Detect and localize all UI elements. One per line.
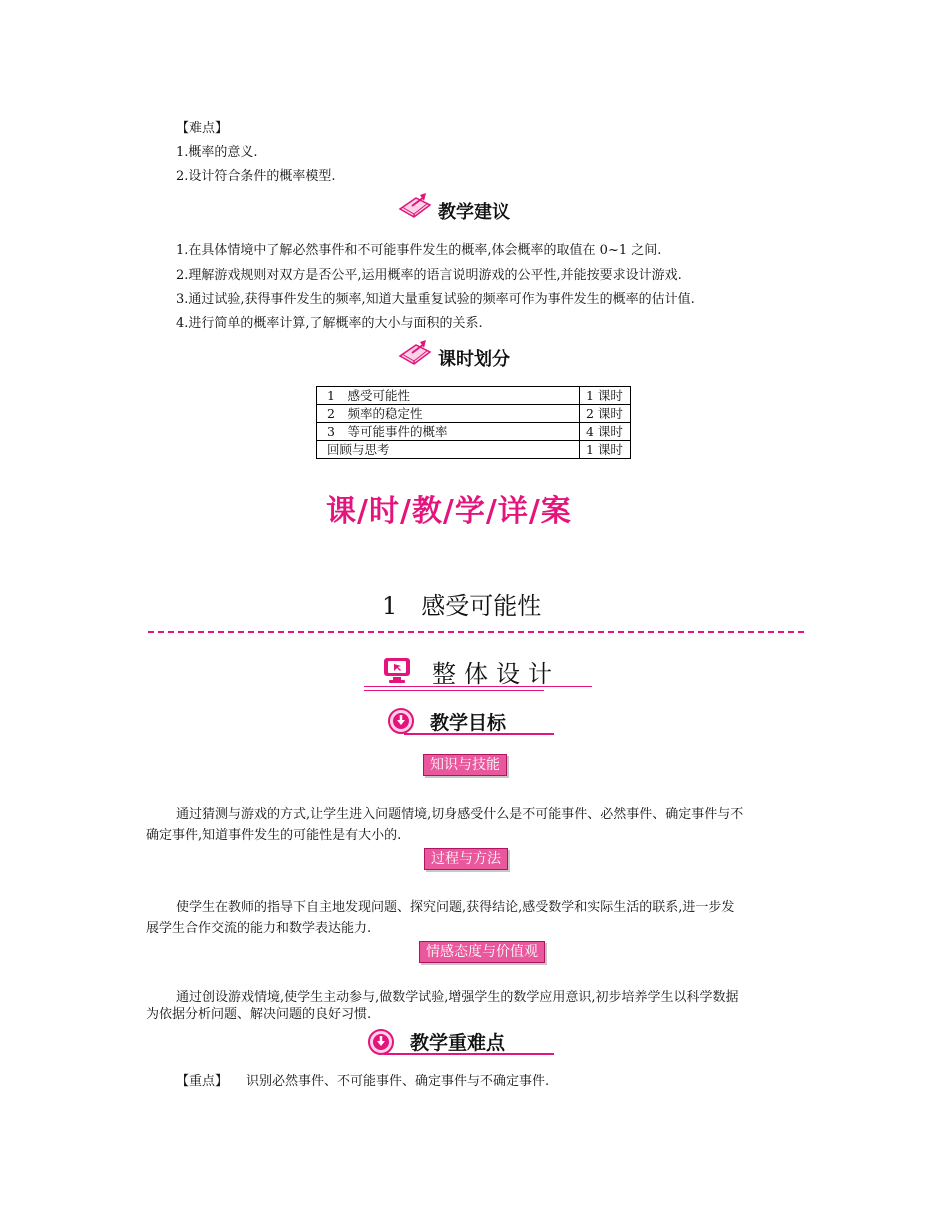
key-difficult-underline [384,1053,554,1055]
overall-design-underline [364,686,592,687]
knowledge-skills-label: 知识与技能 [423,754,507,776]
objectives-underline [404,733,554,735]
key-point-text: 识别必然事件、不可能事件、确定事件与不确定事件. [246,1074,550,1089]
overall-design-title: 整体设计 [432,660,560,688]
lesson-hours: 4 课时 [580,423,631,441]
emotion-text-line: 为依据分析问题、解决问题的良好习惯. [146,1007,372,1022]
key-point-label: 【重点】 [176,1074,229,1089]
key-difficult-title: 教学重难点 [410,1032,506,1054]
dashed-divider [148,631,804,633]
difficulty-item: 1.概率的意义. [176,145,258,160]
table-row [317,387,631,405]
suggestion-item: 1.在具体情境中了解必然事件和不可能事件发生的概率,体会概率的取值在 0~1 之间. [176,243,662,258]
emotion-text-line: 通过创设游戏情境,使学生主动参与,做数学试验,增强学生的数学应用意识,初步培养学生以科学数据 [176,990,739,1005]
lesson-name: 2 频率的稳定性 [317,405,580,423]
lesson-name: 1 感受可能性 [317,387,580,405]
process-text-line: 使学生在教师的指导下自主地发现问题、探究问题,获得结论,感受数学和实际生活的联系,进一步发 [176,900,735,915]
overall-design-underline-2 [364,690,544,691]
suggestion-item: 4.进行简单的概率计算,了解概率的大小与面积的关系. [176,316,483,331]
knowledge-text-line: 确定事件,知道事件发生的可能性是有大小的. [146,828,402,843]
suggestion-item: 2.理解游戏规则对双方是否公平,运用概率的语言说明游戏的公平性,并能按要求设计游戏. [176,268,682,283]
monitor-icon [383,657,413,689]
lesson-title: 1 感受可能性 [382,592,542,620]
table-row [317,441,631,459]
process-text-line: 展学生合作交流的能力和数学表达能力. [146,921,372,936]
lesson-division-table [316,386,631,459]
difficulty-item: 2.设计符合条件的概率模型. [176,169,336,184]
knowledge-text-line: 通过猜测与游戏的方式,让学生进入问题情境,切身感受什么是不可能事件、必然事件、确定事件与不 [176,807,744,822]
table-row [317,423,631,441]
book-icon [398,340,432,372]
detail-banner-title: 课/时/教/学/详/案 [326,494,572,529]
lesson-name: 3 等可能事件的概率 [317,423,580,441]
suggestion-item: 3.通过试验,获得事件发生的频率,知道大量重复试验的频率可作为事件发生的概率的估计值. [176,292,695,307]
teaching-suggestions-title: 教学建议 [438,202,510,223]
down-arrow-icon [367,1028,395,1060]
teaching-objectives-title: 教学目标 [430,712,507,734]
lesson-hours: 1 课时 [580,441,631,459]
lesson-name: 回顾与思考 [317,441,580,459]
lesson-hours: 1 课时 [580,387,631,405]
lesson-hours: 2 课时 [580,405,631,423]
emotion-values-label: 情感态度与价值观 [419,941,545,963]
table-row [317,405,631,423]
book-icon [398,193,432,225]
lesson-division-title: 课时划分 [438,349,510,370]
difficulties-heading: 【难点】 [176,121,229,136]
process-methods-label: 过程与方法 [424,848,508,870]
